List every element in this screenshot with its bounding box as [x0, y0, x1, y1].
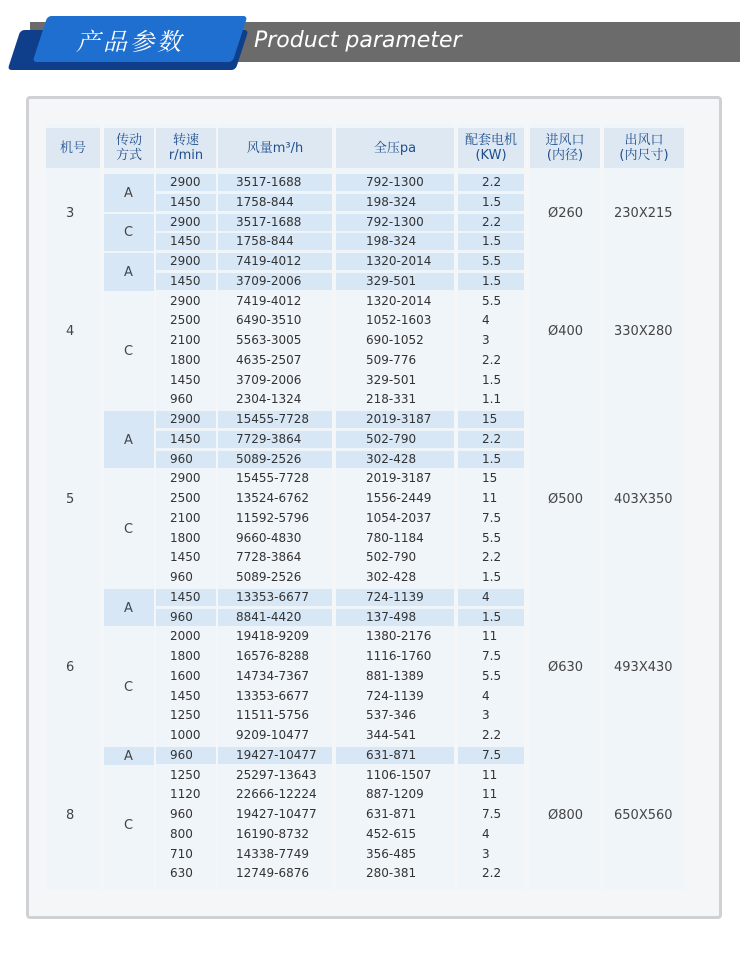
drive-mode: C: [124, 343, 134, 359]
column-header: 风量m³/h: [218, 128, 332, 168]
table-cell: 3517-1688: [236, 214, 302, 229]
drive-mode: A: [124, 185, 133, 201]
drive-mode: C: [124, 521, 134, 537]
outlet-size: 330X280: [614, 324, 673, 339]
table-cell: 1320-2014: [366, 254, 432, 268]
table-cell: 11: [482, 491, 498, 505]
table-cell: 1800: [170, 530, 201, 545]
table-cell: 7419-4012: [236, 293, 302, 308]
table-cell: 1800: [170, 649, 201, 663]
page-title-cn: 产品参数: [76, 28, 184, 56]
table-cell: 1106-1507: [366, 767, 432, 782]
table-cell: 780-1184: [366, 530, 424, 545]
table-cell: 1.1: [482, 392, 502, 407]
table-cell: 14338-7749: [236, 846, 310, 861]
drive-mode: A: [124, 600, 133, 616]
table-cell: 1758-844: [236, 234, 294, 249]
table-cell: 11: [482, 767, 498, 782]
machine-number: 6: [66, 659, 75, 675]
table-cell: 6490-3510: [236, 313, 302, 328]
table-cell: 19427-10477: [236, 747, 317, 762]
machine-number: 3: [66, 205, 75, 221]
table-cell: 3709-2006: [236, 273, 302, 288]
table-cell: 7419-4012: [236, 254, 302, 268]
column-header: 全压pa: [336, 128, 454, 168]
table-cell: 960: [170, 807, 193, 821]
page-title-en: Product parameter: [254, 28, 462, 53]
table-cell: 9209-10477: [236, 728, 310, 742]
table-cell: 1.5: [482, 570, 502, 584]
table-cell: 2.2: [482, 728, 502, 742]
table-cell: 2500: [170, 491, 201, 505]
table-cell: 8841-4420: [236, 609, 302, 624]
table-cell: 1116-1760: [366, 649, 432, 663]
table-cell: 960: [170, 570, 193, 584]
column-header: 转速 r/min: [156, 128, 216, 168]
table-cell: 1450: [170, 273, 201, 288]
table-cell: 452-615: [366, 826, 417, 841]
inlet-size: Ø630: [548, 659, 584, 675]
table-cell: 2304-1324: [236, 392, 302, 407]
inlet-size: Ø800: [548, 807, 584, 823]
table-cell: 960: [170, 451, 193, 466]
table-cell: 302-428: [366, 451, 417, 466]
table-cell: 630: [170, 866, 193, 881]
table-cell: 502-790: [366, 550, 417, 565]
table-cell: 2900: [170, 293, 201, 308]
table-cell: 800: [170, 826, 193, 841]
table-cell: 1.5: [482, 609, 502, 624]
table-cell: 1.5: [482, 234, 502, 249]
table-cell: 137-498: [366, 609, 417, 624]
table-cell: 2900: [170, 254, 201, 268]
table-cell: 7.5: [482, 649, 502, 663]
table-cell: 11: [482, 629, 498, 644]
table-cell: 1450: [170, 372, 201, 387]
table-cell: 2100: [170, 510, 201, 525]
table-cell: 881-1389: [366, 668, 424, 683]
table-cell: 13524-6762: [236, 491, 310, 505]
outlet-size: 403X350: [614, 491, 673, 507]
table-cell: 3: [482, 333, 490, 347]
table-cell: 4: [482, 313, 490, 328]
table-cell: 792-1300: [366, 175, 424, 189]
row-highlight: [458, 589, 524, 606]
table-cell: 2.2: [482, 352, 502, 367]
table-cell: 509-776: [366, 352, 417, 367]
table-cell: 2019-3187: [366, 471, 432, 486]
table-cell: 302-428: [366, 570, 417, 584]
table-cell: 198-324: [366, 234, 417, 249]
table-cell: 1250: [170, 708, 201, 723]
table-cell: 1450: [170, 234, 201, 249]
table-cell: 11511-5756: [236, 708, 310, 723]
table-cell: 280-381: [366, 866, 417, 881]
table-cell: 1450: [170, 688, 201, 703]
table-cell: 2900: [170, 412, 201, 426]
table-cell: 7.5: [482, 807, 502, 821]
table-cell: 1.5: [482, 273, 502, 288]
table-cell: 2.2: [482, 866, 502, 881]
table-cell: 724-1139: [366, 589, 424, 604]
table-cell: 12749-6876: [236, 866, 310, 881]
inlet-size: Ø260: [548, 205, 584, 221]
table-cell: 631-871: [366, 807, 417, 821]
outlet-size: 493X430: [614, 659, 673, 675]
table-cell: 7.5: [482, 510, 502, 525]
table-cell: 5089-2526: [236, 570, 302, 584]
outlet-size: 650X560: [614, 807, 673, 823]
machine-number: 8: [66, 807, 75, 823]
table-cell: 960: [170, 747, 193, 762]
table-cell: 631-871: [366, 747, 417, 762]
table-cell: 5089-2526: [236, 451, 302, 466]
table-cell: 15455-7728: [236, 471, 310, 486]
column-header: 出风口 (内尺寸): [604, 128, 684, 168]
table-cell: 1000: [170, 728, 201, 742]
table-cell: 329-501: [366, 273, 417, 288]
drive-mode: A: [124, 264, 133, 280]
table-cell: 5563-3005: [236, 333, 302, 347]
table-cell: 4: [482, 826, 490, 841]
table-cell: 1380-2176: [366, 629, 432, 644]
table-cell: 960: [170, 609, 193, 624]
table-cell: 3517-1688: [236, 175, 302, 189]
table-cell: 1450: [170, 550, 201, 565]
table-cell: 3709-2006: [236, 372, 302, 387]
table-cell: 2.2: [482, 550, 502, 565]
table-cell: 1.5: [482, 451, 502, 466]
drive-mode: C: [124, 225, 134, 241]
table-cell: 4635-2507: [236, 352, 302, 367]
table-cell: 16576-8288: [236, 649, 310, 663]
table-cell: 960: [170, 392, 193, 407]
table-cell: 1450: [170, 431, 201, 446]
column-background: [46, 124, 100, 890]
table-cell: 218-331: [366, 392, 417, 407]
table-cell: 19418-9209: [236, 629, 310, 644]
table-cell: 25297-13643: [236, 767, 317, 782]
table-cell: 1.5: [482, 194, 502, 209]
table-cell: 792-1300: [366, 214, 424, 229]
inlet-size: Ø400: [548, 324, 584, 339]
table-cell: 14734-7367: [236, 668, 310, 683]
table-cell: 2.2: [482, 431, 502, 446]
drive-mode: C: [124, 817, 134, 833]
table-cell: 1120: [170, 787, 201, 802]
table-cell: 356-485: [366, 846, 417, 861]
table-cell: 3: [482, 708, 490, 723]
table-cell: 1758-844: [236, 194, 294, 209]
table-cell: 2.2: [482, 175, 502, 189]
table-cell: 13353-6677: [236, 688, 310, 703]
table-cell: 1250: [170, 767, 201, 782]
table-cell: 15455-7728: [236, 412, 310, 426]
table-cell: 15: [482, 471, 498, 486]
table-cell: 2900: [170, 214, 201, 229]
table-cell: 2500: [170, 313, 201, 328]
column-header: 进风口 (内径): [530, 128, 600, 168]
table-cell: 4: [482, 688, 490, 703]
table-cell: 2900: [170, 175, 201, 189]
table-cell: 5.5: [482, 293, 502, 308]
column-background: [530, 124, 600, 890]
table-cell: 2019-3187: [366, 412, 432, 426]
drive-mode: A: [124, 432, 133, 448]
machine-number: 5: [66, 491, 75, 507]
table-cell: 2100: [170, 333, 201, 347]
column-header: 机号: [46, 128, 100, 168]
table-cell: 4: [482, 589, 490, 604]
table-cell: 11: [482, 787, 498, 802]
table-cell: 1450: [170, 589, 201, 604]
machine-number: 4: [66, 324, 75, 339]
table-cell: 1054-2037: [366, 510, 432, 525]
column-header: 配套电机 (KW): [458, 128, 524, 168]
table-cell: 7729-3864: [236, 431, 302, 446]
table-cell: 710: [170, 846, 193, 861]
table-cell: 344-541: [366, 728, 417, 742]
table-cell: 7.5: [482, 747, 502, 762]
table-cell: 11592-5796: [236, 510, 310, 525]
table-cell: 329-501: [366, 372, 417, 387]
table-cell: 198-324: [366, 194, 417, 209]
table-cell: 16190-8732: [236, 826, 310, 841]
table-cell: 1800: [170, 352, 201, 367]
table-cell: 5.5: [482, 254, 502, 268]
table-cell: 9660-4830: [236, 530, 302, 545]
table-cell: 15: [482, 412, 498, 426]
table-cell: 1320-2014: [366, 293, 432, 308]
table-cell: 1052-1603: [366, 313, 432, 328]
table-cell: 887-1209: [366, 787, 424, 802]
table-cell: 7728-3864: [236, 550, 302, 565]
table-cell: 13353-6677: [236, 589, 310, 604]
inlet-size: Ø500: [548, 491, 584, 507]
table-cell: 3: [482, 846, 490, 861]
table-cell: 5.5: [482, 530, 502, 545]
table-cell: 2.2: [482, 214, 502, 229]
table-cell: 1.5: [482, 372, 502, 387]
table-cell: 502-790: [366, 431, 417, 446]
table-cell: 2900: [170, 471, 201, 486]
drive-mode: A: [124, 748, 133, 764]
column-header: 传动 方式: [104, 128, 154, 168]
table-cell: 537-346: [366, 708, 417, 723]
column-background: [604, 124, 684, 890]
table-cell: 19427-10477: [236, 807, 317, 821]
table-cell: 1600: [170, 668, 201, 683]
table-cell: 1450: [170, 194, 201, 209]
table-cell: 22666-12224: [236, 787, 317, 802]
table-cell: 724-1139: [366, 688, 424, 703]
drive-mode: C: [124, 679, 134, 695]
table-cell: 5.5: [482, 668, 502, 683]
table-cell: 1556-2449: [366, 491, 432, 505]
table-cell: 2000: [170, 629, 201, 644]
table-cell: 690-1052: [366, 333, 424, 347]
outlet-size: 230X215: [614, 205, 673, 221]
